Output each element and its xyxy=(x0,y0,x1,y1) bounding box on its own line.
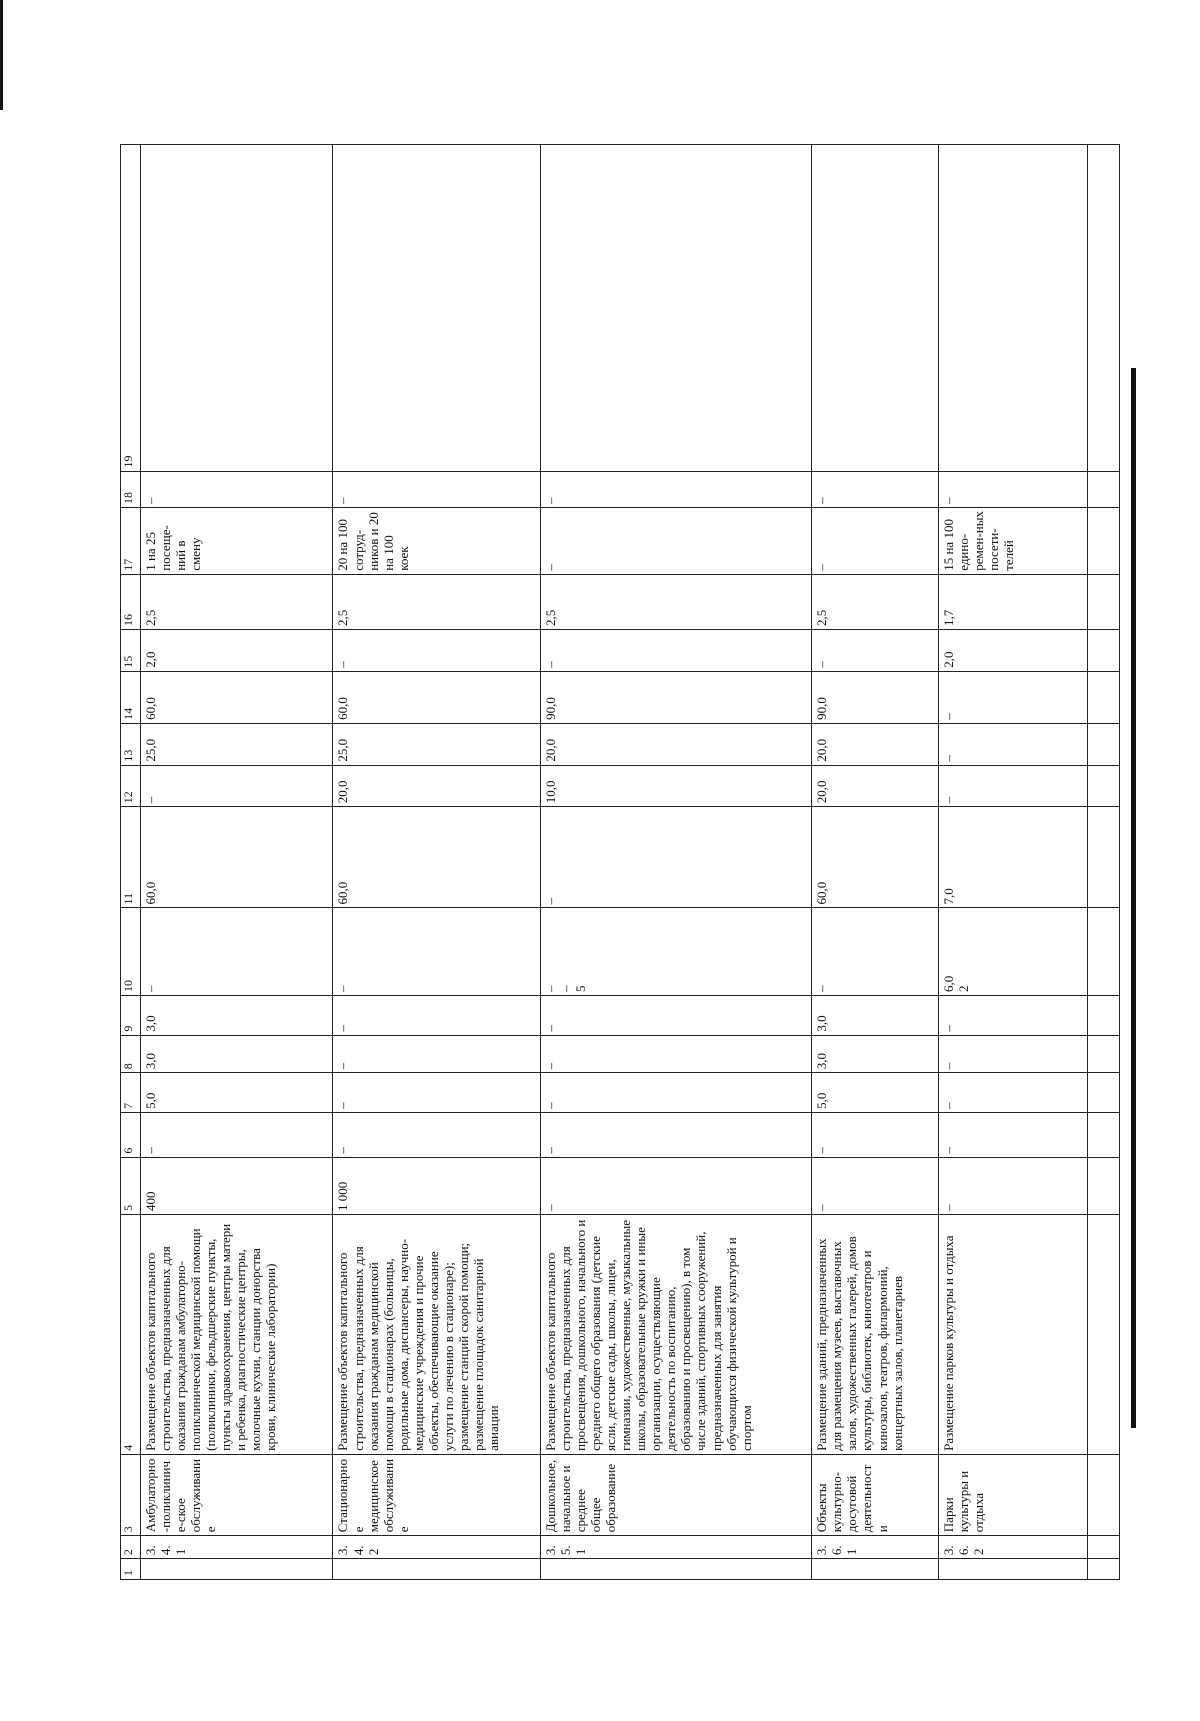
row-number-cell xyxy=(812,1559,938,1580)
param-10-value: 5 xyxy=(572,985,588,993)
param-cell-10 xyxy=(938,908,1087,996)
param-cell-5: – xyxy=(812,1157,938,1214)
description-cell: Размещение объектов капитального строительства, предназначенных для просвещения, дошкольного, начального и среднего общего образования (детские ясли, детские сады, школы, лицеи, гимназии, художественные, музыкальные школы, образовательные кружки и иные организации, осуществляющие деятельность по воспитанию, образованию и просвещению), в том числе зданий, спортивных сооружений, предназначенных для занятия обучающихся физической культурой и спортом xyxy=(540,1215,812,1455)
name-cell: Объекты культурно-досуговой деятельности xyxy=(812,1454,938,1535)
col-header: 17 xyxy=(121,508,141,575)
param-cell-6: – xyxy=(540,1112,812,1157)
col-header: 6 xyxy=(121,1112,141,1157)
col-header: 9 xyxy=(121,996,141,1036)
col-header: 5 xyxy=(121,1157,141,1214)
param-10-value: 2 xyxy=(955,985,971,993)
col-header: 14 xyxy=(121,671,141,723)
code-cell: 3.4.1 xyxy=(140,1536,333,1559)
param-cell-5: – xyxy=(938,1157,1087,1214)
param-cell-13: 25,0 xyxy=(333,723,540,765)
param-cell-12: 20,0 xyxy=(333,765,540,807)
param-cell-8: – xyxy=(938,1035,1087,1073)
param-cell-10 xyxy=(812,908,938,996)
binding-bar xyxy=(1131,368,1136,1428)
land-use-table xyxy=(120,144,1120,1580)
col-header: 3 xyxy=(121,1454,141,1535)
param-cell-19 xyxy=(540,145,812,472)
description-cell: Размещение зданий, предназначенных для размещения музеев, выставочных залов, художественных галерей, домов культуры, библиотек, кинотеатров и кинозалов, театров, филармоний, концертных залов, планетариев xyxy=(812,1215,938,1455)
empty-cell xyxy=(1087,630,1119,672)
param-cell-8: – xyxy=(333,1035,540,1073)
param-cell-10 xyxy=(140,908,333,996)
name-cell: Стационарное медицинское обслуживание xyxy=(333,1454,540,1535)
param-cell-5: 400 xyxy=(140,1157,333,1214)
row-number-cell xyxy=(333,1559,540,1580)
param-cell-15: 2,0 xyxy=(938,630,1087,672)
empty-cell xyxy=(1087,145,1119,472)
name-cell: Амбулаторно-поликлиниче-ское обслуживание xyxy=(140,1454,333,1535)
param-cell-9: 3,0 xyxy=(812,996,938,1036)
empty-cell xyxy=(1087,1157,1119,1214)
param-cell-8: – xyxy=(540,1035,812,1073)
code-cell: 3.6.1 xyxy=(812,1536,938,1559)
param-cell-12: – xyxy=(140,765,333,807)
param-cell-10 xyxy=(333,908,540,996)
param-cell-6: – xyxy=(333,1112,540,1157)
empty-cell xyxy=(1087,1454,1119,1535)
param-cell-7: – xyxy=(938,1073,1087,1113)
empty-cell xyxy=(1087,723,1119,765)
param-cell-17: – xyxy=(540,508,812,575)
param-cell-16: 1,7 xyxy=(938,574,1087,629)
col-header: 4 xyxy=(121,1215,141,1455)
param-cell-14: 90,0 xyxy=(812,671,938,723)
col-header: 8 xyxy=(121,1035,141,1073)
param-cell-15: – xyxy=(540,630,812,672)
param-cell-6: – xyxy=(812,1112,938,1157)
param-10-value: – xyxy=(542,985,558,993)
col-header: 18 xyxy=(121,471,141,508)
empty-cell xyxy=(1087,1035,1119,1073)
empty-cell xyxy=(1087,807,1119,908)
col-header: 10 xyxy=(121,908,141,996)
description-cell: Размещение объектов капитального строительства, предназначенных для оказания гражданам медицинской помощи в стационарах (больницы, родильные дома, диспансеры, научно-медицинские учреждения и прочие объекты, обеспечивающие оказание услуги по лечению в стационаре); размещение станций скорой помощи; размещение площадок санитарной авиации xyxy=(333,1215,540,1455)
param-cell-8: 3,0 xyxy=(812,1035,938,1073)
col-header: 7 xyxy=(121,1073,141,1113)
code-cell: 3.4.2 xyxy=(333,1536,540,1559)
empty-tail-row xyxy=(1087,145,1119,1580)
param-cell-5: 1 000 xyxy=(333,1157,540,1214)
empty-cell xyxy=(1087,671,1119,723)
param-cell-19 xyxy=(938,145,1087,472)
table-row xyxy=(938,145,1087,1580)
param-10-value: – xyxy=(814,985,830,993)
param-cell-11: – xyxy=(540,807,812,908)
param-cell-11: 7,0 xyxy=(938,807,1087,908)
param-cell-18: – xyxy=(540,471,812,508)
param-cell-7: 5,0 xyxy=(140,1073,333,1113)
param-cell-18: – xyxy=(140,471,333,508)
row-number-cell xyxy=(140,1559,333,1580)
param-cell-8: 3,0 xyxy=(140,1035,333,1073)
param-cell-7: – xyxy=(333,1073,540,1113)
param-cell-11: 60,0 xyxy=(812,807,938,908)
col-header: 13 xyxy=(121,723,141,765)
table-row xyxy=(333,145,540,1580)
param-cell-5: – xyxy=(540,1157,812,1214)
empty-cell xyxy=(1087,1073,1119,1113)
description-cell: Размещение парков культуры и отдыха xyxy=(938,1215,1087,1455)
col-header: 2 xyxy=(121,1536,141,1559)
param-cell-12: 20,0 xyxy=(812,765,938,807)
header-row xyxy=(121,145,141,1580)
empty-cell xyxy=(1087,1559,1119,1580)
param-cell-16: 2,5 xyxy=(812,574,938,629)
param-cell-15: – xyxy=(333,630,540,672)
code-cell: 3.5.1 xyxy=(540,1536,812,1559)
param-cell-19 xyxy=(140,145,333,472)
param-cell-13: 20,0 xyxy=(540,723,812,765)
empty-cell xyxy=(1087,996,1119,1036)
param-cell-11: 60,0 xyxy=(140,807,333,908)
name-cell: Парки культуры и отдыха xyxy=(938,1454,1087,1535)
param-cell-17: – xyxy=(812,508,938,575)
param-10-value: 6,0 xyxy=(940,975,956,993)
param-cell-16: 2,5 xyxy=(333,574,540,629)
col-header: 15 xyxy=(121,630,141,672)
scan-edge-mark xyxy=(0,0,3,110)
col-header: 19 xyxy=(121,145,141,472)
empty-cell xyxy=(1087,1215,1119,1455)
param-cell-16: 2,5 xyxy=(540,574,812,629)
row-number-cell xyxy=(938,1559,1087,1580)
param-cell-15: 2,0 xyxy=(140,630,333,672)
param-cell-12: – xyxy=(938,765,1087,807)
param-cell-16: 2,5 xyxy=(140,574,333,629)
param-cell-9: 3,0 xyxy=(140,996,333,1036)
table-row xyxy=(812,145,938,1580)
param-cell-11: 60,0 xyxy=(333,807,540,908)
description-cell: Размещение объектов капитального строительства, предназначенных для оказания гражданам амбулаторно-поликлинической медицинской помощи (поликлиники, фельдшерские пункты, пункты здравоохранения, центры матери и ребенка, диагностические центры, молочные кухни, станции донорства крови, клинические лаборатории) xyxy=(140,1215,333,1455)
param-10-value: – xyxy=(142,985,158,993)
param-cell-17: 15 на 100 едино-ремен-ных посети-телей xyxy=(938,508,1087,575)
param-cell-14: 90,0 xyxy=(540,671,812,723)
param-cell-19 xyxy=(333,145,540,472)
rotated-page xyxy=(120,144,1120,1580)
param-cell-13: 25,0 xyxy=(140,723,333,765)
param-cell-13: 20,0 xyxy=(812,723,938,765)
table-row xyxy=(540,145,812,1580)
name-cell: Дошкольное, начальное и среднее общее образование xyxy=(540,1454,812,1535)
param-cell-18: – xyxy=(333,471,540,508)
code-cell: 3.6.2 xyxy=(938,1536,1087,1559)
param-cell-12: 10,0 xyxy=(540,765,812,807)
col-header: 11 xyxy=(121,807,141,908)
param-10-value: – xyxy=(557,985,573,993)
row-number-cell xyxy=(540,1559,812,1580)
param-cell-10 xyxy=(540,908,812,996)
col-header: 12 xyxy=(121,765,141,807)
col-header: 16 xyxy=(121,574,141,629)
param-cell-6: – xyxy=(938,1112,1087,1157)
empty-cell xyxy=(1087,471,1119,508)
param-cell-18: – xyxy=(938,471,1087,508)
empty-cell xyxy=(1087,1112,1119,1157)
param-cell-7: – xyxy=(540,1073,812,1113)
param-cell-6: – xyxy=(140,1112,333,1157)
empty-cell xyxy=(1087,1536,1119,1559)
param-cell-19 xyxy=(812,145,938,472)
param-cell-14: 60,0 xyxy=(140,671,333,723)
table-row xyxy=(140,145,333,1580)
param-cell-14: 60,0 xyxy=(333,671,540,723)
param-cell-18: – xyxy=(812,471,938,508)
empty-cell xyxy=(1087,508,1119,575)
col-header: 1 xyxy=(121,1559,141,1580)
empty-cell xyxy=(1087,765,1119,807)
param-10-value: – xyxy=(335,985,351,993)
param-cell-14: – xyxy=(938,671,1087,723)
param-cell-9: – xyxy=(938,996,1087,1036)
param-cell-15: – xyxy=(812,630,938,672)
param-cell-13: – xyxy=(938,723,1087,765)
empty-cell xyxy=(1087,908,1119,996)
param-cell-9: – xyxy=(333,996,540,1036)
param-cell-17: 1 на 25 посеще-ний в смену xyxy=(140,508,333,575)
empty-cell xyxy=(1087,574,1119,629)
param-cell-7: 5,0 xyxy=(812,1073,938,1113)
param-cell-9: – xyxy=(540,996,812,1036)
param-cell-17: 20 на 100 сотруд-ников и 20 на 100 коек xyxy=(333,508,540,575)
